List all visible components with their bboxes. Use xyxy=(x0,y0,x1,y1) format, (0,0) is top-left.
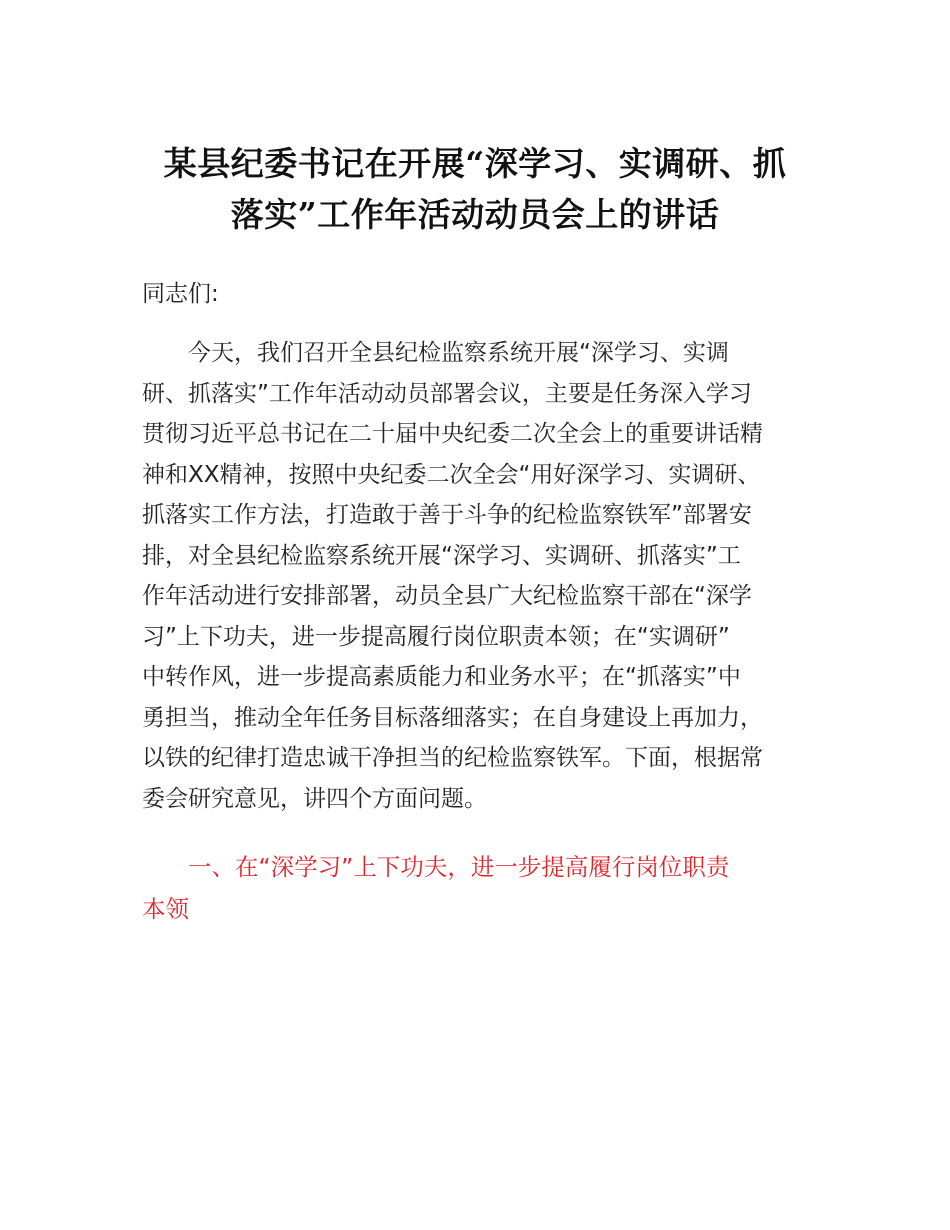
section-heading-1 xyxy=(142,846,822,930)
paragraph-line: 委会研究意见，讲四个方面问题。 xyxy=(142,785,487,812)
paragraph-line: 作年活动进行安排部署，动员全县广大纪检监察干部在“深学 xyxy=(142,583,752,609)
title-line-1: 某县纪委书记在开展“深学习、实调研、抓 xyxy=(163,144,787,183)
paragraph-line: 中转作风，进一步提高素质能力和业务水平；在“抓落实”中 xyxy=(142,664,741,690)
document-title xyxy=(140,138,810,240)
paragraph-line: 习”上下功夫，进一步提高履行岗位职责本领；在“实调研” xyxy=(142,623,730,650)
salutation: 同志们: xyxy=(142,281,219,307)
paragraph-line: 以铁的纪律打造忠诚干净担当的纪检监察铁军。下面，根据常 xyxy=(142,745,763,771)
paragraph-line: 抓落实工作方法，打造敢于善于斗争的纪检监察铁军”部署安 xyxy=(142,502,752,528)
paragraph-line: 今天，我们召开全县纪检监察系统开展“深学习、实调 xyxy=(188,340,729,366)
paragraph-line: 勇担当，推动全年任务目标落细落实；在自身建设上再加力， xyxy=(142,704,763,731)
paragraph-line: 研、抓落实”工作年活动动员部署会议，主要是任务深入学习 xyxy=(142,380,752,407)
heading-line-2: 本领 xyxy=(142,895,189,923)
paragraph-line: 排，对全县纪检监察系统开展“深学习、实调研、抓落实”工 xyxy=(142,542,741,569)
paragraph-line: 神和XX精神，按照中央纪委二次全会“用好深学习、实调研、 xyxy=(142,461,761,488)
title-line-2: 落实”工作年活动动员会上的讲话 xyxy=(230,195,720,234)
intro-paragraph xyxy=(142,333,822,819)
paragraph-line: 贯彻习近平总书记在二十届中央纪委二次全会上的重要讲话精 xyxy=(142,421,763,447)
heading-line-1: 一、在“深学习”上下功夫，进一步提高履行岗位职责 xyxy=(188,853,730,881)
